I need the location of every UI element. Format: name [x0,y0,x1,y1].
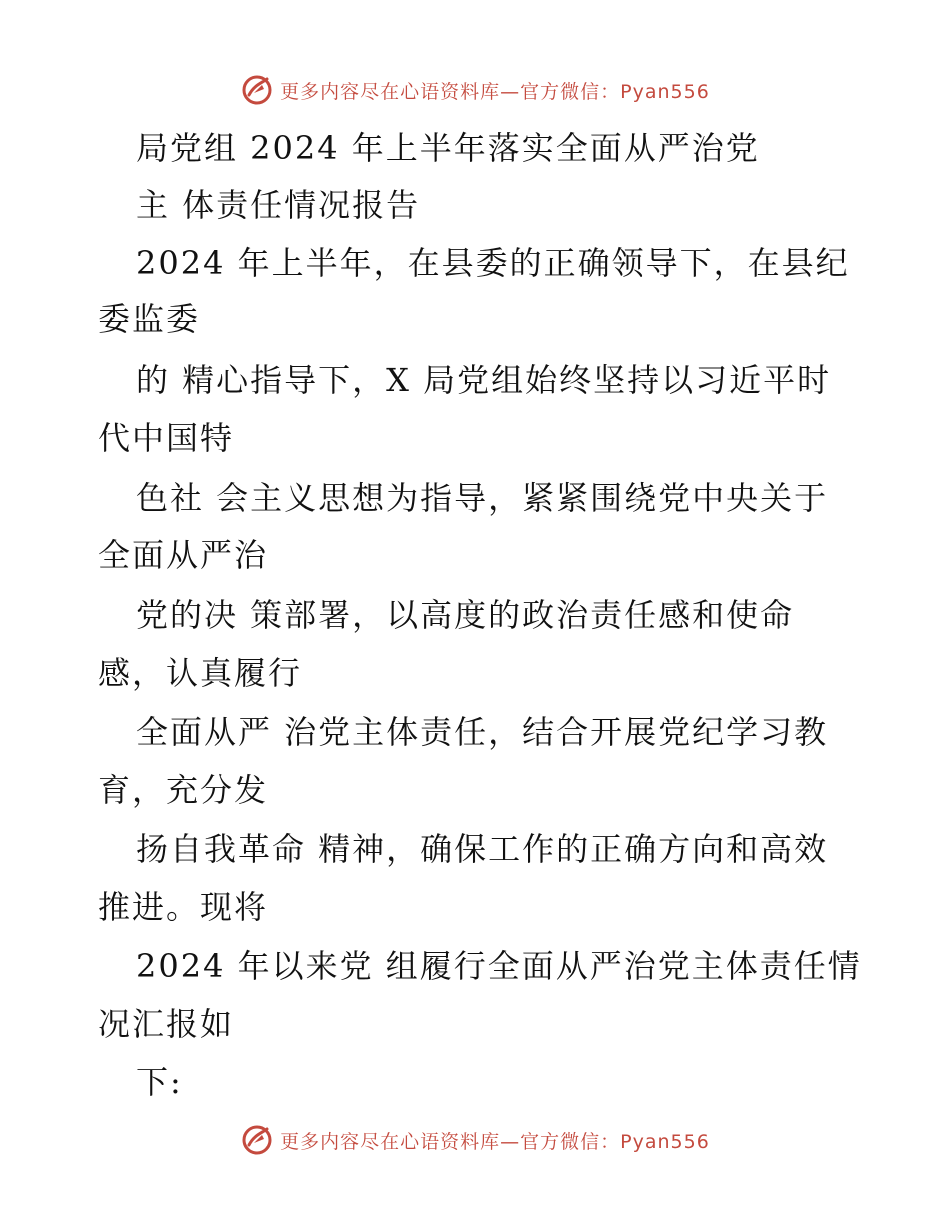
paragraph-line: 下: [136,1063,183,1101]
paragraph-line: 全面从严 治党主体责任，结合开展党纪学习教 [136,713,829,751]
paragraph-line: 的 精心指导下，X 局党组始终坚持以习近平时 [136,361,832,399]
watermark-text: 更多内容尽在心语资料库—官方微信：Pyan556 [280,1130,710,1153]
paragraph-line: 委监委 [98,300,201,338]
watermark-text: 更多内容尽在心语资料库—官方微信：Pyan556 [280,80,710,103]
paragraph-line: 2024 年以来党 组履行全面从严治党主体责任情 [136,947,862,985]
pen-nib-swirl-icon [240,73,274,107]
header-watermark-banner [0,70,950,110]
paragraph-line: 色社 会主义思想为指导，紧紧围绕党中央关于 [136,479,829,517]
paragraph-line: 扬自我革命 精神，确保工作的正确方向和高效 [136,830,829,868]
pen-nib-swirl-icon [240,1123,274,1157]
paragraph-line: 推进。现将 [98,888,269,926]
footer-watermark-banner [0,1120,950,1160]
document-title-line-2: 主 体责任情况报告 [136,186,421,224]
paragraph-line: 2024 年上半年，在县委的正确领导下，在县纪 [136,244,850,282]
paragraph-line: 代中国特 [98,419,235,457]
paragraph-line: 育，充分发 [98,771,269,809]
paragraph-line: 感，认真履行 [98,654,303,692]
paragraph-line: 全面从严治 [98,536,269,574]
paragraph-line: 党的决 策部署，以高度的政治责任感和使命 [136,596,795,634]
document-title-line-1: 局党组 2024 年上半年落实全面从严治党 [136,129,760,167]
paragraph-line: 况汇报如 [98,1005,235,1043]
